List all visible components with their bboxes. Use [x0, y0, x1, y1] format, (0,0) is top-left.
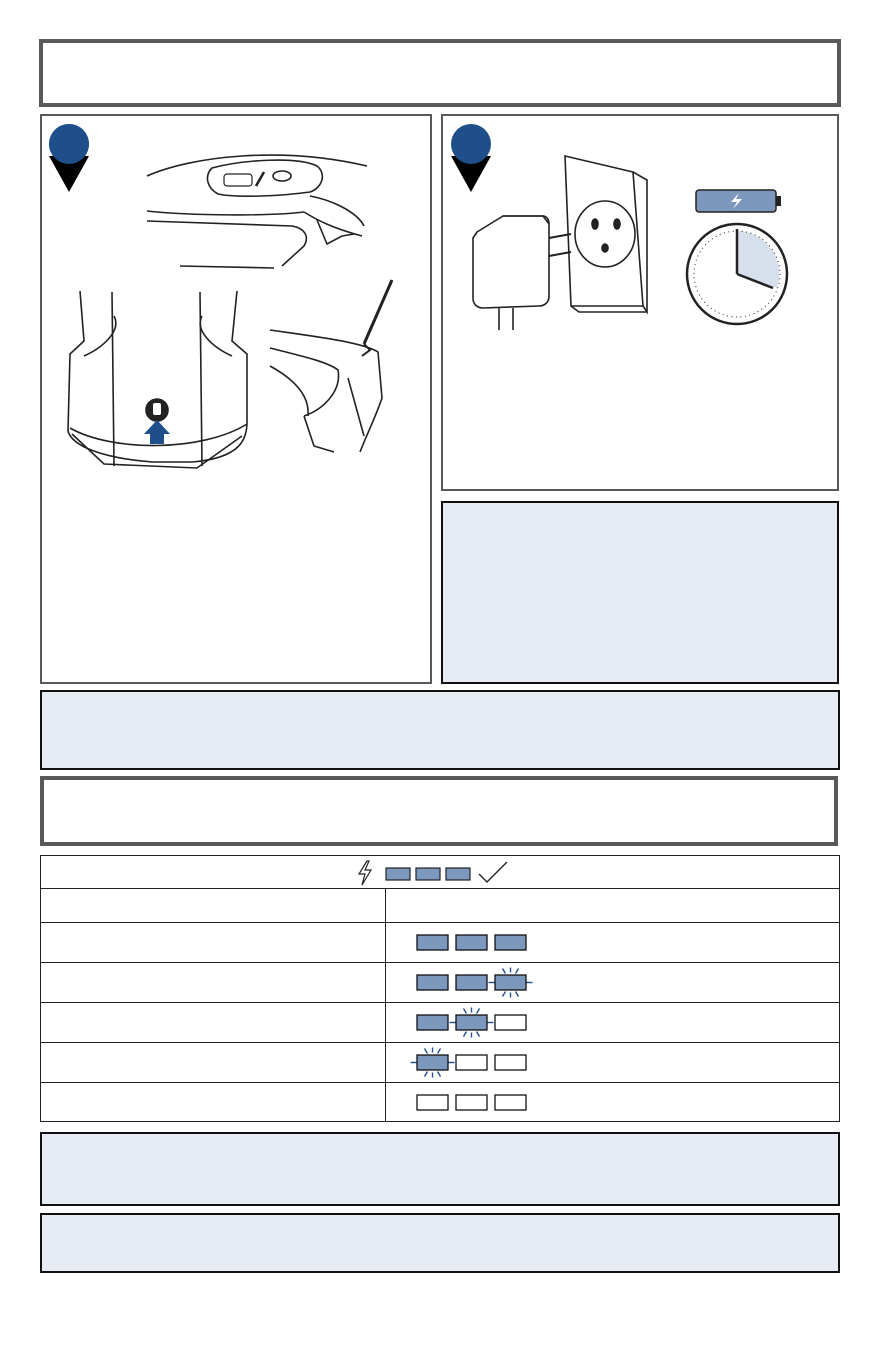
wall-outlet-icon	[565, 156, 647, 312]
step2-note-box	[441, 501, 839, 684]
table-header-icons	[357, 860, 537, 886]
led-indicator-group	[401, 963, 581, 1003]
led-off	[417, 1095, 448, 1110]
led-solid	[417, 935, 448, 950]
bottom-note-box-2	[40, 1213, 840, 1273]
step1-panel	[40, 114, 432, 684]
table-row	[41, 1042, 839, 1082]
step2-panel	[441, 114, 839, 491]
led-indicator-group	[401, 1003, 581, 1043]
power-adapter-icon	[473, 216, 571, 330]
led-flashing	[495, 975, 526, 990]
led-off	[495, 1015, 526, 1030]
checkmark-icon	[479, 862, 507, 882]
led-solid	[417, 1015, 448, 1030]
clock-icon	[687, 224, 787, 324]
led-indicator-group	[401, 1083, 581, 1123]
led-solid	[456, 935, 487, 950]
step2-illustration	[443, 116, 841, 493]
step1-illustration	[42, 116, 434, 686]
header-led-2	[416, 868, 440, 880]
insert-arrow-icon	[144, 420, 170, 444]
led-off	[495, 1095, 526, 1110]
table-row	[41, 1082, 839, 1122]
header-led-3	[446, 868, 470, 880]
led-solid	[495, 935, 526, 950]
led-flashing	[417, 1055, 448, 1070]
led-indicator-group	[401, 923, 581, 963]
table-row	[41, 962, 839, 1002]
battery-charging-icon	[696, 190, 781, 212]
step2-marker-icon	[451, 124, 491, 192]
table-subheader-row	[41, 888, 839, 922]
led-solid	[417, 975, 448, 990]
cord-plug-icon	[270, 280, 392, 452]
table-row	[41, 922, 839, 962]
led-off	[456, 1095, 487, 1110]
lightning-bolt-icon	[359, 861, 371, 885]
section-title-bar	[39, 39, 841, 107]
section-title-bar-2	[40, 776, 838, 846]
header-led-1	[386, 868, 410, 880]
led-off	[456, 1055, 487, 1070]
led-off	[495, 1055, 526, 1070]
charging-note-box	[40, 690, 840, 770]
product-handle-icon	[147, 155, 367, 268]
bottom-note-box-1	[40, 1132, 840, 1206]
step1-marker-icon	[49, 124, 89, 192]
led-solid	[456, 975, 487, 990]
table-row	[41, 1002, 839, 1042]
led-flashing	[456, 1015, 487, 1030]
battery-indicator-table	[40, 855, 840, 1122]
led-indicator-group	[401, 1043, 581, 1083]
